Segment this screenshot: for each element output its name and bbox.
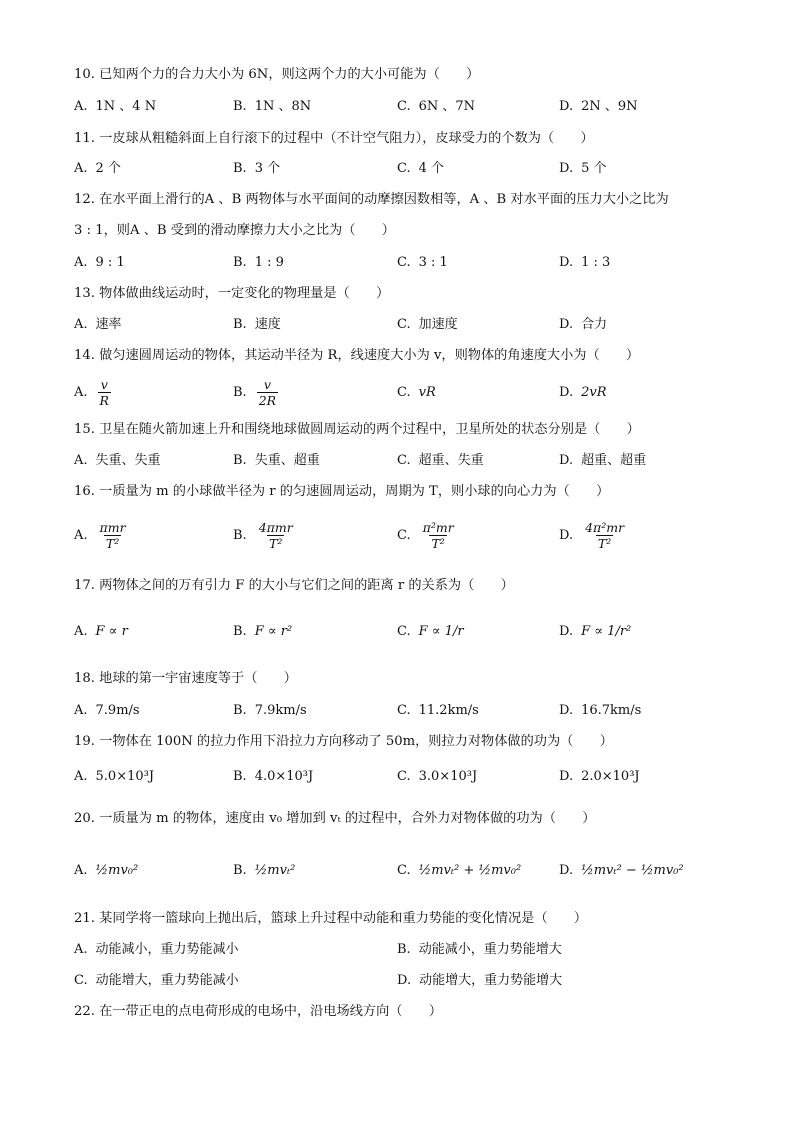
q10-option-a[interactable]: A. 1N 、4 N [74, 99, 157, 114]
question-21: 21. 某同学将一篮球向上抛出后，篮球上升过程中动能和重力势能的变化情况是（ ） [74, 911, 588, 926]
q11-option-b[interactable]: B. 3 个 [233, 161, 281, 176]
question-17: 17. 两物体之间的万有引力 F 的大小与它们之间的距离 r 的关系为（ ） [74, 578, 514, 593]
q19-option-b[interactable]: B. 4.0×10³J [233, 769, 314, 784]
q17-option-c[interactable]: C. F ∝ 1/r [397, 624, 464, 639]
q10-option-d[interactable]: D. 2N 、9N [559, 99, 638, 114]
q21-option-b[interactable]: B. 动能减小，重力势能增大 [397, 942, 562, 957]
q17-option-a[interactable]: A. F ∝ r [74, 624, 128, 639]
q21-option-a[interactable]: A. 动能减小，重力势能减小 [74, 942, 239, 957]
q12-option-a[interactable]: A. 9 : 1 [74, 255, 125, 270]
q20-option-d[interactable]: D. ½mvₜ² − ½mv₀² [559, 863, 684, 878]
q16-option-d[interactable]: D. $\frac{\text{4π²mr}}{\text{T²}}$ [559, 520, 625, 551]
question-12-continued: 3 : 1，则A 、B 受到的滑动摩擦力大小之比为（ ） [74, 223, 395, 238]
q11-option-d[interactable]: D. 5 个 [559, 161, 607, 176]
q18-option-c[interactable]: C. 11.2km/s [397, 703, 479, 718]
q18-option-d[interactable]: D. 16.7km/s [559, 703, 642, 718]
question-19: 19. 一物体在 100N 的拉力作用下沿拉力方向移动了 50m，则拉力对物体做的功为（ ） [74, 734, 613, 749]
q12-option-c[interactable]: C. 3 : 1 [397, 255, 448, 270]
q12-option-d[interactable]: D. 1 : 3 [559, 255, 611, 270]
q15-option-d[interactable]: D. 超重、超重 [559, 453, 647, 468]
q18-option-a[interactable]: A. 7.9m/s [74, 703, 140, 718]
question-16: 16. 一质量为 m 的小球做半径为 r 的匀速圆周运动，周期为 T，则小球的向心力为（ ） [74, 484, 610, 499]
question-10: 10. 已知两个力的合力大小为 6N，则这两个力的大小可能为（ ） [74, 67, 480, 82]
q19-option-d[interactable]: D. 2.0×10³J [559, 769, 640, 784]
q10-option-b[interactable]: B. 1N 、8N [233, 99, 312, 114]
q15-option-c[interactable]: C. 超重、失重 [397, 453, 484, 468]
question-14: 14. 做匀速圆周运动的物体，其运动半径为 R，线速度大小为 v，则物体的角速度大小为（ ） [74, 348, 640, 363]
q20-option-a[interactable]: A. ½mv₀² [74, 863, 139, 878]
q16-option-b[interactable]: B. $\frac{\text{4πmr}}{\text{T²}}$ [233, 520, 293, 551]
question-18: 18. 地球的第一宇宙速度等于（ ） [74, 671, 297, 686]
q13-option-d[interactable]: D. 合力 [559, 317, 608, 332]
question-22: 22. 在一带正电的点电荷形成的电场中，沿电场线方向（ ） [74, 1004, 443, 1019]
q19-option-a[interactable]: A. 5.0×10³J [74, 769, 155, 784]
q15-option-a[interactable]: A. 失重、失重 [74, 453, 161, 468]
q14-option-a[interactable]: A. $\frac{v}{R}$ [74, 377, 109, 408]
q16-option-a[interactable]: A. $\frac{\text{πmr}}{\text{T²}}$ [74, 520, 126, 551]
question-12: 12. 在水平面上滑行的A 、B 两物体与水平面间的动摩擦因数相等，A 、B 对水平面的压力大小之比为 [74, 192, 669, 207]
q20-option-b[interactable]: B. ½mvₜ² [233, 863, 296, 878]
q12-option-b[interactable]: B. 1 : 9 [233, 255, 284, 270]
q19-option-c[interactable]: C. 3.0×10³J [397, 769, 478, 784]
q18-option-b[interactable]: B. 7.9km/s [233, 703, 307, 718]
q10-option-c[interactable]: C. 6N 、7N [397, 99, 476, 114]
q14-option-d[interactable]: D. 2vR [559, 385, 607, 400]
q13-option-a[interactable]: A. 速率 [74, 317, 122, 332]
question-13: 13. 物体做曲线运动时，一定变化的物理量是（ ） [74, 286, 390, 301]
question-15: 15. 卫星在随火箭加速上升和围绕地球做圆周运动的两个过程中，卫星所处的状态分别是（ ） [74, 422, 640, 437]
q13-option-c[interactable]: C. 加速度 [397, 317, 458, 332]
q13-option-b[interactable]: B. 速度 [233, 317, 281, 332]
q17-option-d[interactable]: D. F ∝ 1/r² [559, 624, 632, 639]
q21-option-d[interactable]: D. 动能增大，重力势能增大 [397, 973, 563, 988]
q11-option-a[interactable]: A. 2 个 [74, 161, 121, 176]
q11-option-c[interactable]: C. 4 个 [397, 161, 445, 176]
q21-option-c[interactable]: C. 动能增大，重力势能减小 [74, 973, 239, 988]
q20-option-c[interactable]: C. ½mvₜ² + ½mv₀² [397, 863, 522, 878]
q17-option-b[interactable]: B. F ∝ r² [233, 624, 293, 639]
q16-option-c[interactable]: C. $\frac{\text{π²mr}}{\text{T²}}$ [397, 520, 454, 551]
q14-option-b[interactable]: B. $\frac{v}{2R}$ [233, 377, 277, 408]
question-11: 11. 一皮球从粗糙斜面上自行滚下的过程中（不计空气阻力），皮球受力的个数为（ ） [74, 131, 594, 146]
question-20: 20. 一质量为 m 的物体，速度由 v₀ 增加到 vₜ 的过程中，合外力对物体做的功为（ ） [74, 811, 596, 826]
q15-option-b[interactable]: B. 失重、超重 [233, 453, 320, 468]
q14-option-c[interactable]: C. vR [397, 385, 436, 400]
